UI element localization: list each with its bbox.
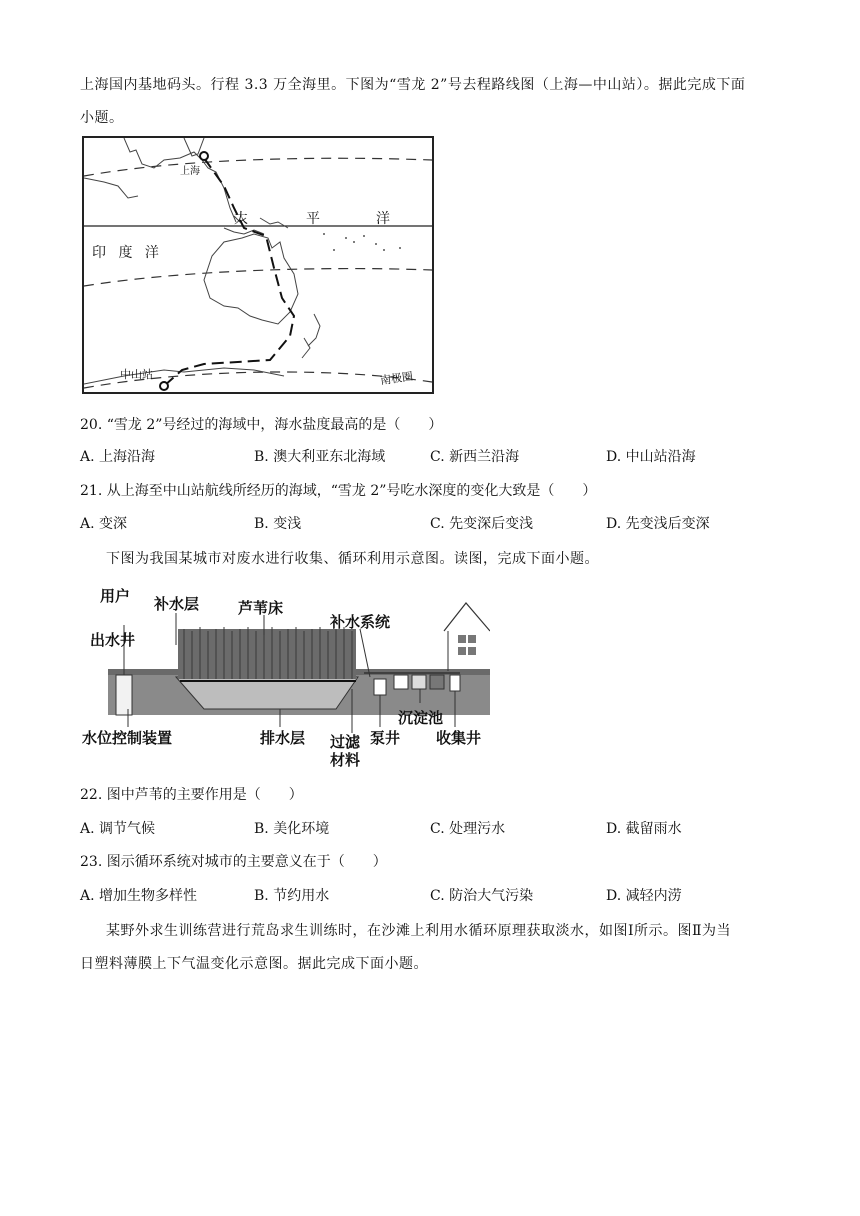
question-20-option-c: C. 新西兰沿海 bbox=[430, 449, 520, 465]
label-reed-bed: 芦苇床 bbox=[238, 599, 284, 617]
map-label-zhongshan: 中山站 bbox=[120, 368, 153, 381]
question-23-option-a: A. 增加生物多样性 bbox=[80, 888, 198, 904]
question-20-stem: 20. “雪龙 2”号经过的海域中，海水盐度最高的是（ ） bbox=[80, 417, 443, 433]
label-sedimentation-tank: 沉淀池 bbox=[398, 709, 444, 727]
label-user: 用户 bbox=[100, 587, 131, 605]
question-21-option-a: A. 变深 bbox=[80, 516, 128, 532]
label-pump-well: 泵井 bbox=[370, 729, 401, 747]
question-21-option-b: B. 变浅 bbox=[254, 516, 302, 532]
question-23-option-c: C. 防治大气污染 bbox=[430, 888, 534, 904]
label-replenish-layer: 补水层 bbox=[154, 595, 200, 613]
route-map-drawing bbox=[84, 138, 432, 392]
label-water-level-control: 水位控制装置 bbox=[82, 729, 173, 747]
question-23-option-b: B. 节约用水 bbox=[254, 888, 330, 904]
question-23-stem: 23. 图示循环系统对城市的主要意义在于（ ） bbox=[80, 854, 387, 870]
label-collection-well: 收集井 bbox=[436, 729, 482, 747]
question-21-option-d: D. 先变浅后变深 bbox=[606, 516, 710, 532]
question-20-option-a: A. 上海沿海 bbox=[80, 449, 156, 465]
map-label-pacific-2: 平 bbox=[306, 211, 320, 227]
map-label-pacific-3: 洋 bbox=[376, 211, 390, 227]
label-filter-material-2: 材料 bbox=[330, 751, 361, 769]
question-22-option-a: A. 调节气候 bbox=[80, 821, 156, 837]
label-drain-layer: 排水层 bbox=[260, 729, 306, 747]
question-22-stem: 22. 图中芦苇的主要作用是（ ） bbox=[80, 787, 303, 803]
map-label-pacific-1: 太 bbox=[234, 211, 248, 227]
question-20-option-b: B. 澳大利亚东北海域 bbox=[254, 449, 386, 465]
label-outlet-well: 出水井 bbox=[90, 631, 136, 649]
intro3-line-2: 日塑料薄膜上下气温变化示意图。据此完成下面小题。 bbox=[80, 956, 428, 972]
route-map bbox=[82, 136, 434, 394]
intro3-line-1: 某野外求生训练营进行荒岛求生训练时，在沙滩上利用水循环原理获取淡水，如图Ⅰ所示。图Ⅱ为当 bbox=[106, 923, 732, 939]
intro2-text: 下图为我国某城市对废水进行收集、循环利用示意图。读图，完成下面小题。 bbox=[106, 551, 599, 567]
intro-line-1: 上海国内基地码头。行程 3.3 万全海里。下图为“雪龙 2”号去程路线图（上海—中山站）。据此完成下面 bbox=[80, 77, 746, 93]
question-22-option-d: D. 截留雨水 bbox=[606, 821, 682, 837]
question-21-stem: 21. 从上海至中山站航线所经历的海域，“雪龙 2”号吃水深度的变化大致是（ ） bbox=[80, 483, 597, 499]
question-20-option-d: D. 中山站沿海 bbox=[606, 449, 696, 465]
question-23-option-d: D. 减轻内涝 bbox=[606, 888, 682, 904]
label-replenish-system: 补水系统 bbox=[330, 613, 391, 631]
question-22-option-c: C. 处理污水 bbox=[430, 821, 506, 837]
map-label-indian-ocean: 印 度 洋 bbox=[92, 245, 163, 261]
question-21-option-c: C. 先变深后变浅 bbox=[430, 516, 534, 532]
wastewater-diagram bbox=[80, 585, 490, 770]
map-label-shanghai: 上海 bbox=[180, 166, 200, 177]
question-22-option-b: B. 美化环境 bbox=[254, 821, 330, 837]
intro-line-2: 小题。 bbox=[80, 110, 124, 126]
map-label-antarctic-circle: 南极圈 bbox=[379, 369, 414, 388]
label-filter-material-1: 过滤 bbox=[330, 733, 361, 751]
